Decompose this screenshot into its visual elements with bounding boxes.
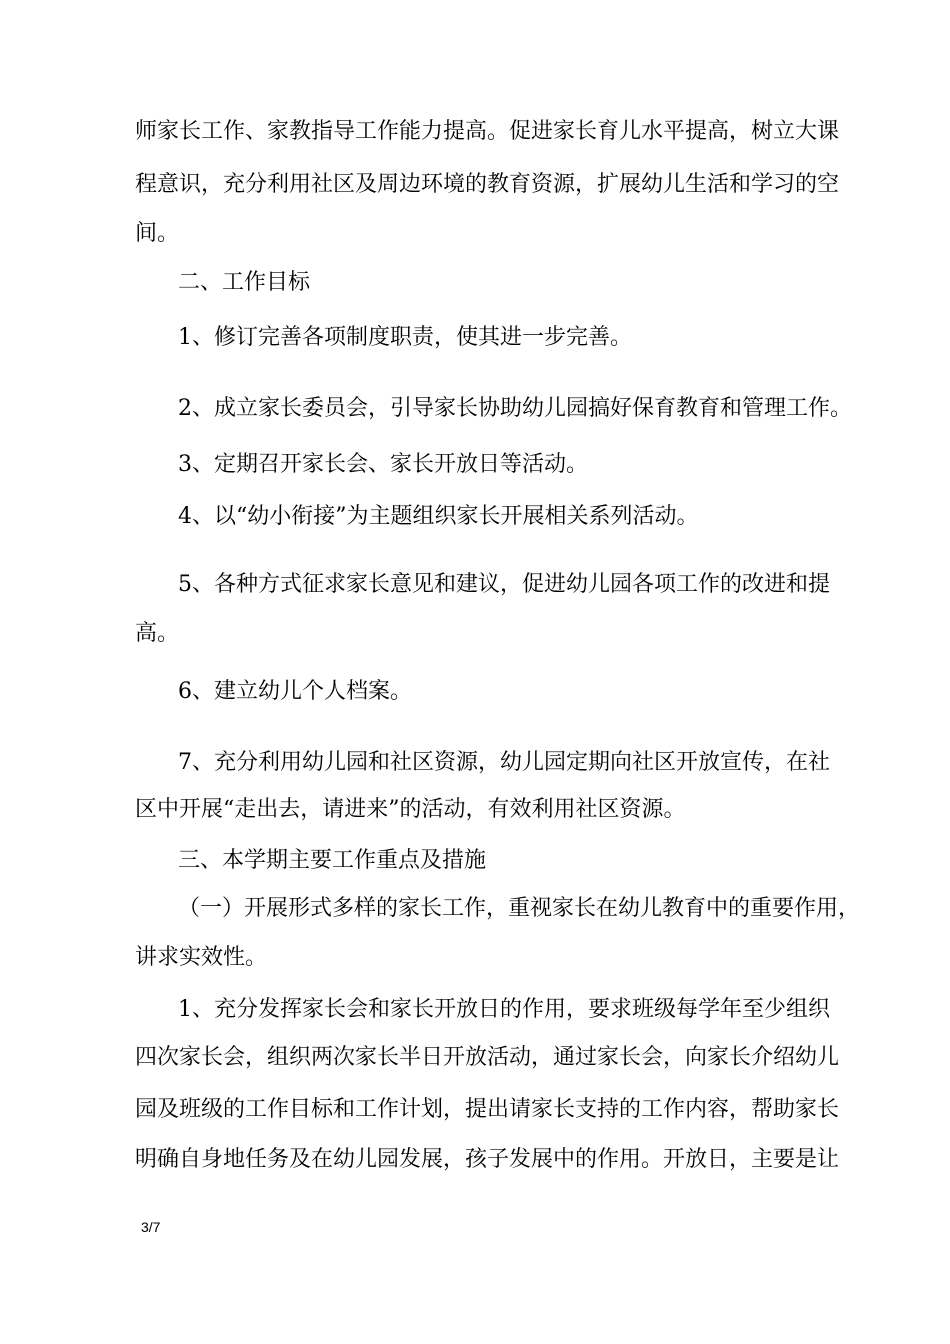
measure-item-continuation: 明确自身地任务及在幼儿园发展，孩子发展中的作用。开放日，主要是让 <box>135 1147 840 1172</box>
section-heading: 二、工作目标 <box>178 270 311 295</box>
measure-item-continuation: 四次家长会，组织两次家长半日开放活动，通过家长会，向家长介绍幼儿 <box>135 1045 840 1070</box>
subsection-heading-continuation: 讲求实效性。 <box>135 945 268 970</box>
body-text-line: 间。 <box>135 221 180 246</box>
body-text-line: 程意识，充分利用社区及周边环境的教育资源，扩展幼儿生活和学习的空 <box>135 172 840 197</box>
goal-item: 7、充分利用幼儿园和社区资源，幼儿园定期向社区开放宣传，在社 <box>178 750 830 775</box>
goal-item: 3、定期召开家长会、家长开放日等活动。 <box>178 452 588 477</box>
goal-item: 2、成立家长委员会，引导家长协助幼儿园搞好保育教育和管理工作。 <box>178 396 852 421</box>
subsection-heading: （一）开展形式多样的家长工作，重视家长在幼儿教育中的重要作用， <box>178 896 861 921</box>
goal-item: 5、各种方式征求家长意见和建议，促进幼儿园各项工作的改进和提 <box>178 572 830 597</box>
page-number: 3/7 <box>141 1219 161 1235</box>
goal-item: 1、修订完善各项制度职责，使其进一步完善。 <box>178 325 632 350</box>
goal-item: 6、建立幼儿个人档案。 <box>178 679 412 704</box>
goal-item-continuation: 区中开展“走出去，请进来”的活动，有效利用社区资源。 <box>135 797 686 822</box>
measure-item: 1、充分发挥家长会和家长开放日的作用，要求班级每学年至少组织 <box>178 997 830 1022</box>
body-text-line: 师家长工作、家教指导工作能力提高。促进家长育儿水平提高，树立大课 <box>135 119 840 144</box>
goal-item-continuation: 高。 <box>135 621 180 646</box>
section-heading: 三、本学期主要工作重点及措施 <box>178 848 487 873</box>
measure-item-continuation: 园及班级的工作目标和工作计划，提出请家长支持的工作内容，帮助家长 <box>135 1097 840 1122</box>
goal-item: 4、以“幼小衔接”为主题组织家长开展相关系列活动。 <box>178 504 699 529</box>
